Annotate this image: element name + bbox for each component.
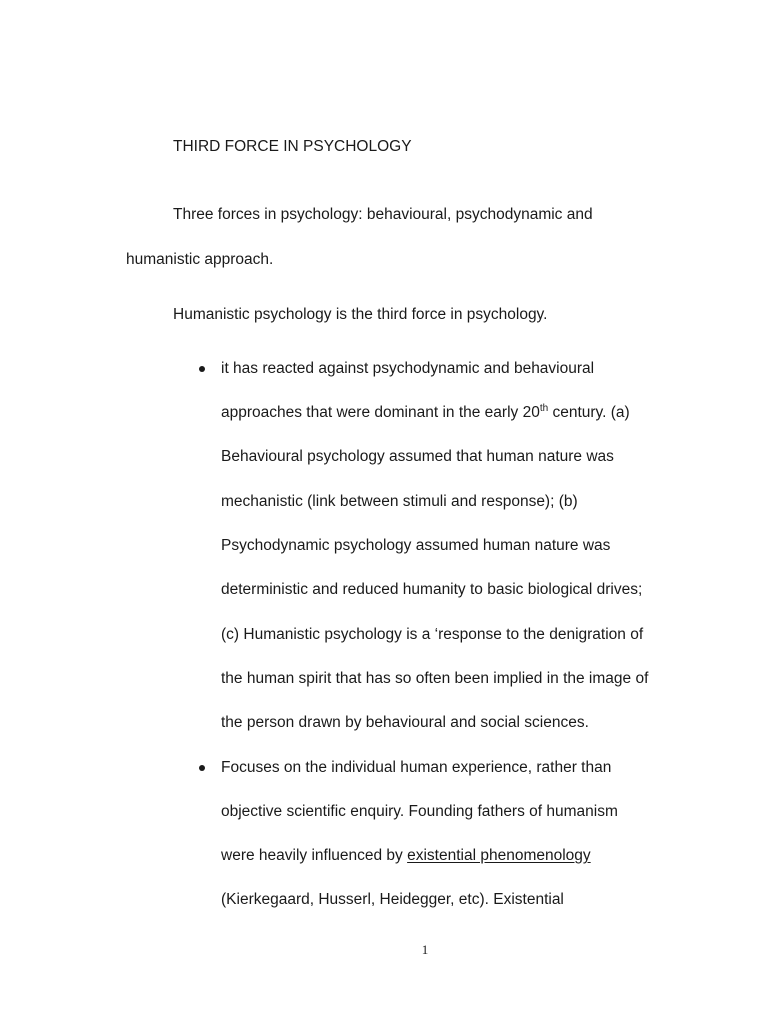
bullet-line: Focuses on the individual human experience, rather than bbox=[221, 759, 612, 776]
bullet-line: (c) Humanistic psychology is a ‘response to the denigration of bbox=[221, 626, 644, 643]
bullet-line-text: century. (a) bbox=[548, 404, 630, 421]
bullet-line bbox=[221, 846, 591, 866]
bullet-line: (Kierkegaard, Husserl, Heidegger, etc). Existential bbox=[221, 891, 564, 908]
paragraph-line: humanistic approach. bbox=[126, 251, 274, 268]
page-number: 1 bbox=[421, 942, 429, 957]
bullet-line: the human spirit that has so often been implied in the image of bbox=[221, 670, 649, 687]
bullet-line: mechanistic (link between stimuli and response); (b) bbox=[221, 493, 578, 510]
bullet-icon bbox=[199, 366, 205, 372]
existential-phenomenology-link[interactable]: existential phenomenology bbox=[407, 847, 591, 864]
ordinal-superscript: th bbox=[539, 402, 549, 414]
bullet-line bbox=[221, 403, 630, 423]
bullet-line: the person drawn by behavioural and social sciences. bbox=[221, 714, 589, 731]
bullet-icon bbox=[199, 765, 205, 771]
bullet-line: objective scientific enquiry. Founding fathers of humanism bbox=[221, 803, 618, 820]
bullet-line-text: approaches that were dominant in the early 20 bbox=[221, 404, 540, 421]
bullet-line: Behavioural psychology assumed that human nature was bbox=[221, 448, 614, 465]
document-title: THIRD FORCE IN PSYCHOLOGY bbox=[173, 138, 412, 155]
paragraph-line: Three forces in psychology: behavioural, psychodynamic and bbox=[173, 206, 593, 223]
bullet-line: deterministic and reduced humanity to basic biological drives; bbox=[221, 581, 643, 598]
bullet-line: Psychodynamic psychology assumed human nature was bbox=[221, 537, 611, 554]
bullet-line-text: were heavily influenced by bbox=[221, 847, 408, 864]
paragraph-line: Humanistic psychology is the third force in psychology. bbox=[173, 306, 548, 323]
bullet-line: it has reacted against psychodynamic and behavioural bbox=[221, 360, 595, 377]
